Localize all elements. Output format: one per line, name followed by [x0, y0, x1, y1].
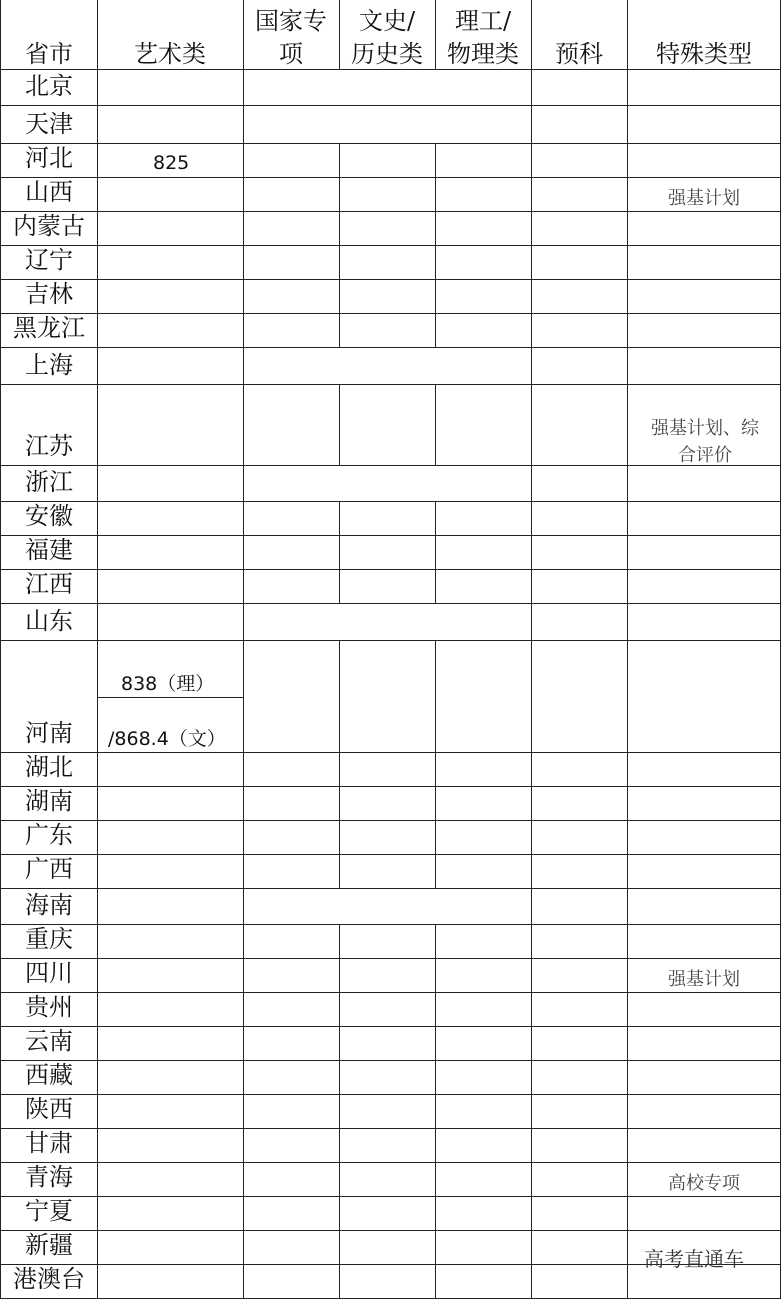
province-label: 上海: [25, 351, 73, 379]
col-divider: [339, 501, 340, 604]
col-divider: [339, 640, 340, 889]
row-divider: [0, 105, 781, 106]
row-divider: [0, 992, 781, 993]
province-label: 西藏: [25, 1061, 73, 1089]
row-divider: [0, 924, 781, 925]
province-label: 天津: [25, 110, 73, 138]
left-border: [0, 0, 1, 1299]
row-divider: [0, 143, 781, 144]
province-label: 重庆: [25, 925, 73, 953]
row-divider: [0, 958, 781, 959]
province-label: 吉林: [25, 280, 73, 308]
header-province: 省市: [25, 40, 73, 68]
col-divider: [435, 924, 436, 1299]
header-liberal-arts: 文史/ 历史类: [351, 7, 423, 68]
header-art: 艺术类: [134, 40, 206, 68]
col-divider: [339, 143, 340, 348]
province-label: 广西: [25, 855, 73, 883]
row-divider: [0, 569, 781, 570]
province-label: 安徽: [25, 502, 73, 530]
row-divider: [0, 211, 781, 212]
row-divider: [0, 1196, 781, 1197]
header-preparatory: 预科: [555, 40, 603, 68]
cell-henan-art-science: 838（理）: [121, 673, 215, 695]
row-divider: [0, 786, 781, 787]
province-label: 福建: [25, 536, 73, 564]
province-label: 山西: [25, 178, 73, 206]
row-divider: [0, 1162, 781, 1163]
col-divider: [243, 0, 244, 1299]
col-divider: [435, 501, 436, 604]
row-divider: [0, 1094, 781, 1095]
province-label: 北京: [25, 72, 73, 100]
row-divider: [0, 347, 781, 348]
province-label: 黑龙江: [13, 314, 85, 342]
province-label: 河北: [25, 144, 73, 172]
row-divider: [0, 1060, 781, 1061]
province-label: 湖南: [25, 787, 73, 815]
row-divider: [0, 313, 781, 314]
row-divider: [0, 820, 781, 821]
cell-shanxi-special: 强基计划: [668, 188, 740, 209]
row-divider: [0, 854, 781, 855]
col-divider: [339, 384, 340, 466]
cell-hebei-art: 825: [153, 152, 190, 174]
province-label: 甘肃: [25, 1129, 73, 1157]
header-science: 理工/ 物理类: [447, 7, 519, 68]
province-label: 海南: [25, 891, 73, 919]
row-divider: [0, 603, 781, 604]
row-divider: [0, 640, 781, 641]
row-divider: [0, 1230, 781, 1231]
row-divider: [0, 888, 781, 889]
row-divider: [0, 279, 781, 280]
province-label: 江西: [25, 570, 73, 598]
row-divider: [0, 245, 781, 246]
cell-jiangsu-special: 强基计划、综 合评价: [651, 418, 759, 466]
province-label: 广东: [25, 821, 73, 849]
province-label: 云南: [25, 1027, 73, 1055]
cell-qinghai-special: 高校专项: [668, 1173, 740, 1194]
cell-sichuan-special: 强基计划: [668, 969, 740, 990]
province-label: 湖北: [25, 753, 73, 781]
header-special-type: 特殊类型: [656, 40, 752, 68]
province-label: 内蒙古: [13, 212, 85, 240]
cell-henan-art-liberal: /868.4（文）: [108, 728, 226, 750]
header-national-special: 国家专 项: [255, 7, 327, 68]
col-divider: [435, 384, 436, 466]
row-divider: [0, 501, 781, 502]
province-label: 浙江: [25, 468, 73, 496]
col-divider: [339, 924, 340, 1299]
province-label: 四川: [25, 959, 73, 987]
col-divider: [531, 0, 532, 1299]
watermark-text: 高考直通车: [644, 1247, 744, 1271]
row-divider: [0, 384, 781, 385]
henan-art-split: [97, 697, 244, 698]
row-divider: [0, 1128, 781, 1129]
col-divider: [97, 0, 98, 1299]
province-label: 辽宁: [25, 246, 73, 274]
province-label: 青海: [25, 1163, 73, 1191]
province-label: 山东: [25, 607, 73, 635]
col-divider: [435, 143, 436, 348]
province-label: 贵州: [25, 993, 73, 1021]
province-label: 陕西: [25, 1095, 73, 1123]
row-divider: [0, 177, 781, 178]
province-label: 河南: [25, 719, 73, 747]
row-divider: [0, 752, 781, 753]
row-divider: [0, 1026, 781, 1027]
province-label: 宁夏: [25, 1197, 73, 1225]
province-label: 新疆: [25, 1231, 73, 1259]
province-label: 江苏: [25, 432, 73, 460]
col-divider: [435, 640, 436, 889]
province-label: 港澳台: [13, 1265, 85, 1293]
row-divider: [0, 535, 781, 536]
